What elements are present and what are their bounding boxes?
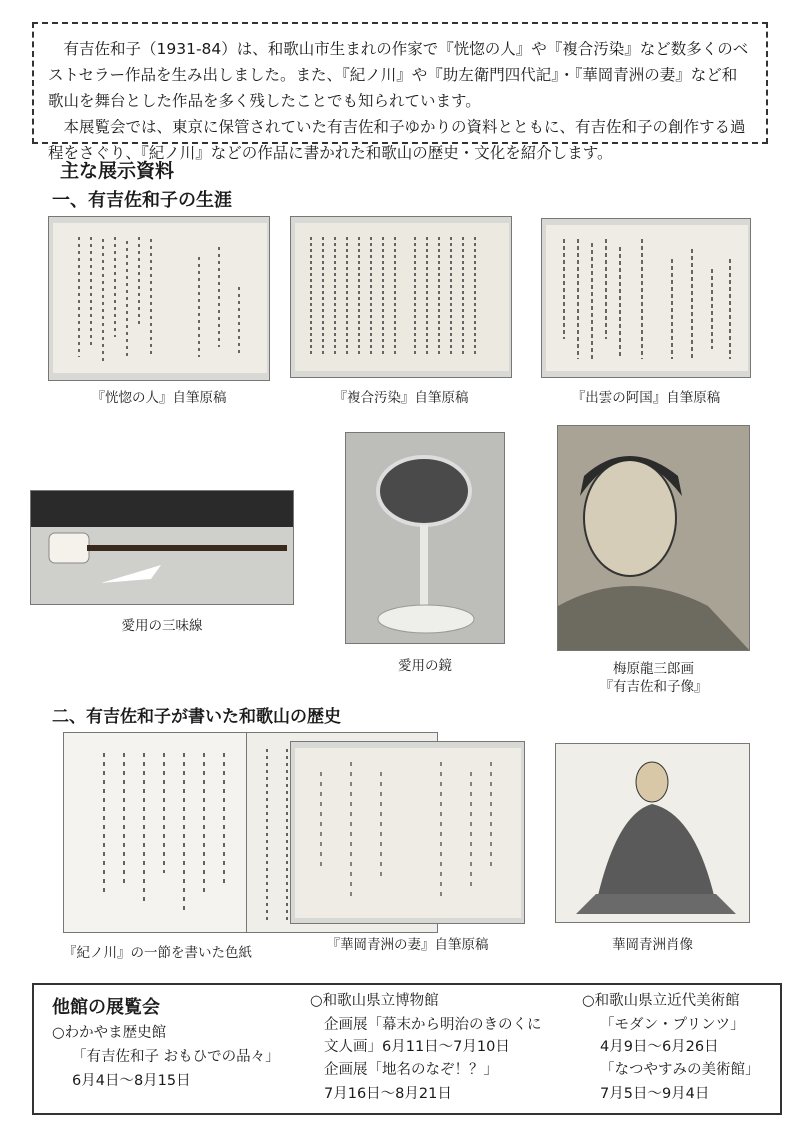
venue3-line4: 7月5日～9月4日 — [600, 1086, 710, 1102]
section2-heading: 二、有吉佐和子が書いた和歌山の歴史 — [52, 707, 341, 727]
manuscript-hanaoka-photo — [290, 741, 525, 924]
manuscript-image — [49, 217, 270, 381]
manuscript-image — [291, 217, 512, 378]
venue2-line1: 企画展「幕末から明治のきのくに — [324, 1017, 542, 1033]
venue2-line3: 企画展「地名のなぞ！？」 — [324, 1062, 498, 1078]
caption-hanaoka-manuscript: 『華岡青洲の妻』自筆原稿 — [326, 937, 489, 953]
venue1-name: ○わかやま歴史館 — [52, 1025, 167, 1041]
caption-mirror: 愛用の鏡 — [398, 658, 452, 674]
section1-heading: 一、有吉佐和子の生涯 — [52, 190, 232, 211]
caption-hanaoka-portrait: 華岡青洲肖像 — [612, 937, 693, 953]
venue3-name: ○和歌山県立近代美術館 — [582, 993, 740, 1009]
mirror-image — [346, 433, 505, 644]
venue1-exhibit: 「有吉佐和子 おもひでの品々」 — [72, 1049, 280, 1065]
caption-shamisen: 愛用の三味線 — [121, 618, 203, 634]
other-exhibitions-title: 他館の展覧会 — [52, 997, 160, 1018]
venue2-line4: 7月16日～8月21日 — [324, 1086, 452, 1102]
portrait-painting — [558, 426, 750, 651]
intro-paragraph-2: 本展覧会では、東京に保管されていた有吉佐和子ゆかりの資料とともに、有吉佐和子の創作する過程をさぐり、『紀ノ川』などの作品に書かれた和歌山の歴史・文化を紹介します。 — [48, 118, 746, 162]
caption-portrait-title: 『有吉佐和子像』 — [599, 679, 708, 695]
hanaoka-portrait — [556, 744, 750, 923]
intro-box — [32, 22, 768, 162]
caption-okuni: 『出雲の阿国』自筆原稿 — [571, 390, 721, 406]
intro-paragraph-1: 有吉佐和子（1931-84）は、和歌山市生まれの作家で『恍惚の人』や『複合汚染』など数多くのベストセラー作品を生み出しました。また、『紀ノ川』や『助左衛門四代記』・『華岡青洲の妻』など和歌山を舞台とした作品を多く残したことでも知られています。 — [48, 40, 749, 110]
shamisen-image — [31, 491, 294, 605]
shamisen-photo — [30, 490, 294, 605]
mirror-photo — [345, 432, 505, 644]
venue3-line1: 「モダン・プリンツ」 — [600, 1017, 745, 1033]
hanaoka-portrait-photo — [555, 743, 750, 923]
venue2-name: ○和歌山県立博物館 — [310, 993, 439, 1009]
other-exhibitions-box — [32, 983, 782, 1115]
manuscript-koukotsu-photo — [48, 216, 270, 381]
venue2-line2: 文人画」6月11日～7月10日 — [324, 1039, 510, 1055]
venue1-dates: 6月4日～8月15日 — [72, 1073, 191, 1089]
caption-fukugou: 『複合汚染』自筆原稿 — [333, 390, 469, 406]
manuscript-fukugou-photo — [290, 216, 512, 378]
shikishi-photo — [63, 732, 247, 933]
manuscript-okuni-photo — [541, 218, 751, 378]
manuscript-image — [542, 219, 751, 378]
venue3-line3: 「なつやすみの美術館」 — [600, 1062, 760, 1078]
main-heading: 主な展示資料 — [60, 160, 175, 182]
manuscript-image — [291, 742, 525, 924]
shikishi-image — [64, 733, 247, 933]
caption-shikishi: 『紀ノ川』の一節を書いた色紙 — [63, 945, 252, 961]
caption-koukotsu: 『恍惚の人』自筆原稿 — [91, 390, 227, 406]
portrait-ariyoshi-photo — [557, 425, 750, 651]
venue3-line2: 4月9日～6月26日 — [600, 1039, 719, 1055]
caption-portrait-artist: 梅原龍三郎画 — [613, 661, 694, 677]
